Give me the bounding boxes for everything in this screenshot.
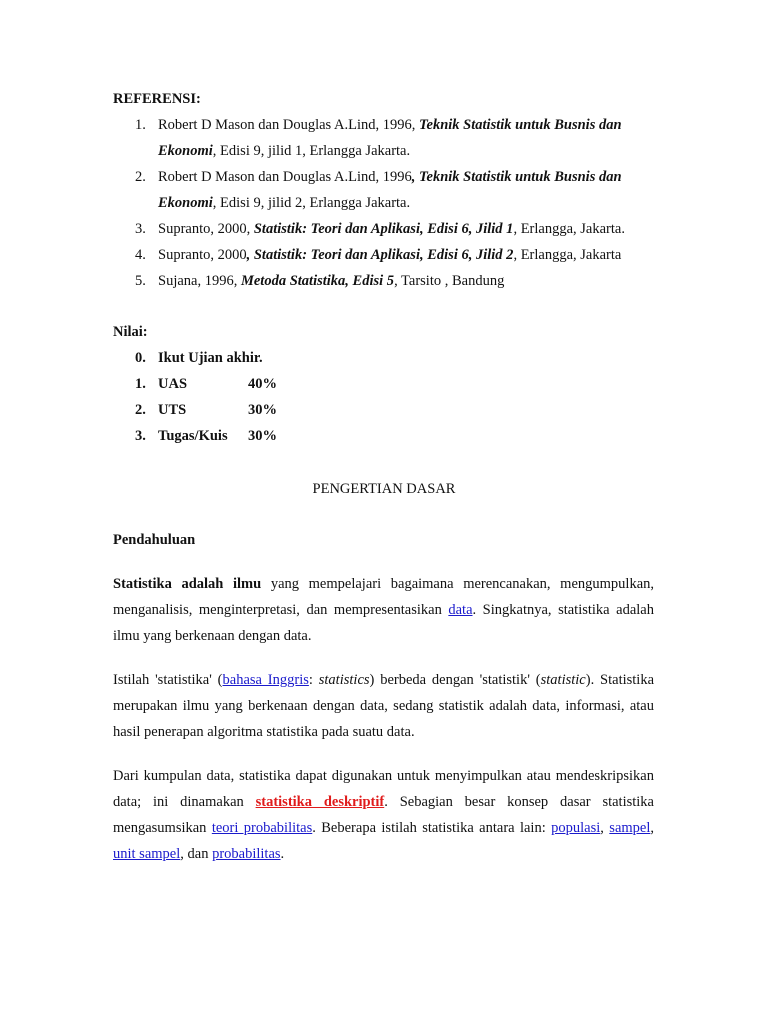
ref-4-publisher: , Erlangga, Jakarta [513, 247, 622, 263]
ref-2-number: 2. [135, 169, 146, 185]
link-probabilitas[interactable]: probabilitas [212, 846, 281, 862]
ref-4-author: Supranto, 2000 [158, 247, 247, 263]
link-populasi[interactable]: populasi [551, 820, 601, 836]
ref-1-number: 1. [135, 117, 146, 133]
para3-text-c: . Beberapa istilah statistika antara lain: [312, 820, 552, 836]
para2-text-d: ). Statistika merupakan ilmu yang berkenaan dengan data, sedang statistik adalah data, informasi, atau hasil penerapan algoritma statistika pada suatu data. [113, 672, 655, 740]
ref-3-author: Supranto, 2000, [158, 221, 254, 237]
para2-italic-statistics: statistics [318, 672, 370, 688]
ref-3-publisher: , Erlangga, Jakarta. [513, 221, 625, 237]
nilai-2-label: UTS [158, 402, 187, 418]
nilai-0-number: 0. [135, 350, 146, 366]
ref-4-number: 4. [135, 247, 146, 263]
para3-sep-1: , [600, 820, 610, 836]
ref-2-title: , Teknik Statistik untuk Busnis dan [411, 169, 622, 185]
nilai-3-percent: 30% [248, 428, 277, 444]
nilai-2-percent: 30% [248, 402, 277, 418]
ref-2-title-cont: Ekonomi [158, 195, 213, 211]
ref-2-line2 [158, 195, 410, 212]
link-statistika-deskriptif[interactable]: statistika deskriptif [255, 794, 385, 810]
para1-text-b: . Singkatnya, statistika adalah ilmu yang berkenaan dengan data. [113, 602, 654, 644]
ref-5-number: 5. [135, 273, 146, 289]
para2-text-c: ) berbeda dengan 'statistik' ( [369, 672, 541, 688]
para3-text-a: Dari kumpulan data, statistika dapat digunakan untuk menyimpulkan atau mendeskripsikan data; ini dinamakan [113, 768, 654, 810]
link-unit-sampel[interactable]: unit sampel [113, 846, 181, 862]
paragraph-1 [113, 571, 654, 649]
nilai-3-number: 3. [135, 428, 146, 444]
nilai-2-number: 2. [135, 402, 146, 418]
nilai-1-label: UAS [158, 376, 188, 392]
nilai-1-number: 1. [135, 376, 146, 392]
ref-1-author: Robert D Mason dan Douglas A.Lind, 1996, [158, 117, 419, 133]
para2-italic-statistic: statistic [540, 672, 586, 688]
nilai-3-label: Tugas/Kuis [158, 428, 228, 444]
section-title: PENGERTIAN DASAR [312, 481, 456, 497]
link-bahasa-inggris[interactable]: bahasa Inggris [222, 672, 309, 688]
para2-text-a: Istilah 'statistika' ( [113, 672, 223, 688]
ref-3-number: 3. [135, 221, 146, 237]
ref-2-publisher: , Edisi 9, jilid 2, Erlangga Jakarta. [212, 195, 411, 211]
ref-3-title: Statistik: Teori dan Aplikasi, Edisi 6, Jilid 1 [253, 221, 514, 237]
ref-5-publisher: , Tarsito , Bandung [394, 273, 505, 289]
ref-2-line1 [158, 169, 622, 186]
ref-5-title: Metoda Statistika, Edisi 5 [240, 273, 395, 289]
ref-2-author: Robert D Mason dan Douglas A.Lind, 1996 [158, 169, 412, 185]
link-teori-probabilitas[interactable]: teori probabilitas [211, 820, 313, 836]
referensi-heading: REFERENSI: [113, 91, 201, 107]
ref-1-title: Teknik Statistik untuk Busnis dan [418, 117, 622, 133]
ref-3-line [158, 221, 625, 238]
ref-5-line [158, 273, 504, 290]
ref-1-publisher: , Edisi 9, jilid 1, Erlangga Jakarta. [212, 143, 411, 159]
link-sampel[interactable]: sampel [609, 820, 651, 836]
nilai-heading: Nilai: [113, 324, 148, 340]
nilai-0-label: Ikut Ujian akhir. [158, 350, 263, 366]
ref-4-line [158, 247, 621, 264]
paragraph-2 [113, 667, 654, 745]
ref-4-title: , Statistik: Teori dan Aplikasi, Edisi 6, Jilid 2 [246, 247, 514, 263]
para3-end: . [280, 846, 285, 862]
ref-1-line2 [158, 143, 410, 160]
para3-text-b: . Sebagian besar konsep dasar statistika mengasumsikan [113, 794, 654, 836]
para3-sep-3: , dan [180, 846, 213, 862]
subheading-pendahuluan: Pendahuluan [113, 532, 196, 548]
para3-sep-2: , [650, 820, 654, 836]
para1-bold-lead: Statistika adalah ilmu [113, 576, 262, 592]
para2-text-b: : [308, 672, 319, 688]
ref-5-author: Sujana, 1996, [158, 273, 241, 289]
link-data[interactable]: data [448, 602, 473, 618]
nilai-1-percent: 40% [248, 376, 277, 392]
ref-1-line1 [158, 117, 622, 134]
para1-text-a: yang mempelajari bagaimana merencanakan, mengumpulkan, menganalisis, menginterpretasi, dan mempresentasikan [113, 576, 655, 618]
ref-1-title-cont: Ekonomi [158, 143, 213, 159]
paragraph-3 [113, 763, 654, 867]
